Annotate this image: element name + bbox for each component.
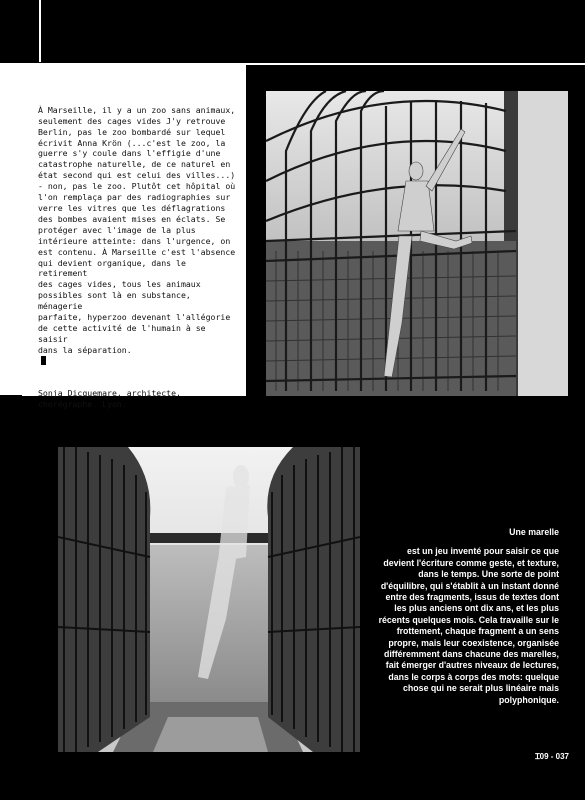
signature-line-1: Sonja Dicquemare, architecte, bbox=[38, 388, 181, 399]
poem-body bbox=[38, 105, 236, 356]
marelle-line: fait émerger d'autres niveaux de lectures, bbox=[385, 660, 559, 671]
marelle-line: entre des fragments, issus de textes dont bbox=[385, 592, 559, 603]
vertical-rule bbox=[39, 0, 41, 62]
marelle-line: est un jeu inventé pour saisir ce que bbox=[406, 546, 559, 557]
marelle-line: dans le corps à corps des mots: quelque bbox=[388, 671, 559, 682]
marelle-body bbox=[375, 546, 559, 706]
poem-signature bbox=[38, 388, 236, 410]
page-number: Ɪ09 - 037 bbox=[535, 752, 569, 761]
poem-line: des bombes avaient mises en éclats. Se bbox=[38, 213, 226, 224]
marelle-line: chose qui ne serait plus linéaire mais bbox=[403, 683, 559, 694]
poem-line: parfaite, hyperzoo devenant l'allégorie bbox=[38, 312, 231, 323]
poem-line: est contenu. À Marseille c'est l'absence bbox=[38, 246, 236, 257]
text-cursor-mark bbox=[41, 356, 46, 365]
marelle-line: frottement, chaque fragment a un sens bbox=[396, 626, 559, 637]
marelle-heading: Une marelle bbox=[509, 527, 559, 537]
marelle-line: d'équilibre, qui s'établit à un instant donné bbox=[380, 580, 559, 591]
marelle-line: les plus anciens ont dix ans, et les plus bbox=[394, 603, 559, 614]
signature-line-2: chorégraphe. Lyon. bbox=[38, 399, 127, 410]
marelle-line: récents quelques mois. Cela travaille sur le bbox=[378, 614, 559, 625]
poem-line: possibles sont là en substance, ménagerie bbox=[38, 290, 196, 312]
poem-line: - non, pas le zoo. Plutôt cet hôpital où bbox=[38, 181, 236, 192]
poem-line: qui devient organique, dans le retirement bbox=[38, 257, 191, 279]
poem-line: À Marseille, il y a un zoo sans animaux, bbox=[38, 104, 236, 115]
top-bar bbox=[0, 0, 585, 62]
figure-in-corridor-photo bbox=[58, 447, 360, 752]
poem-line: écrivit Anna Krön (...c'est le zoo, la bbox=[38, 137, 226, 148]
poem-line: l'on remplaça par des radiographies sur bbox=[38, 192, 231, 203]
poem-text-box bbox=[22, 65, 246, 410]
poem-line: état second qui est celui des villes...) bbox=[38, 170, 236, 181]
figure-in-cage-photo bbox=[266, 91, 568, 396]
marelle-text-block bbox=[375, 527, 559, 706]
poem-line: guerre s'y coule dans l'effigie d'une bbox=[38, 148, 221, 159]
marelle-line: dans le temps. Une sorte de point bbox=[418, 569, 559, 580]
poem-line: verre les vitres que les déflagrations bbox=[38, 202, 226, 213]
marelle-line: propre, mais leur coexistence, organisée bbox=[388, 637, 559, 648]
poem-line: des cages vides, tous les animaux bbox=[38, 279, 201, 290]
marelle-line: différemment dans chacune des marelles, bbox=[383, 649, 559, 660]
poem-line: dans la séparation. bbox=[38, 344, 132, 355]
poem-line: intérieure atteinte: dans l'urgence, on bbox=[38, 235, 231, 246]
marelle-line: devient l'écriture comme geste, et texture, bbox=[383, 557, 559, 568]
poem-line: Berlin, pas le zoo bombardé sur lequel bbox=[38, 126, 226, 137]
poem-line: seulement des cages vides J'y retrouve bbox=[38, 115, 226, 126]
poem-line: protéger avec l'image de la plus bbox=[38, 224, 196, 235]
poem-line: catastrophe naturelle, de ce naturel en bbox=[38, 159, 231, 170]
marelle-line: polyphonique. bbox=[498, 694, 559, 705]
poem-line: de cette activité de l'humain à se saisir bbox=[38, 322, 211, 344]
